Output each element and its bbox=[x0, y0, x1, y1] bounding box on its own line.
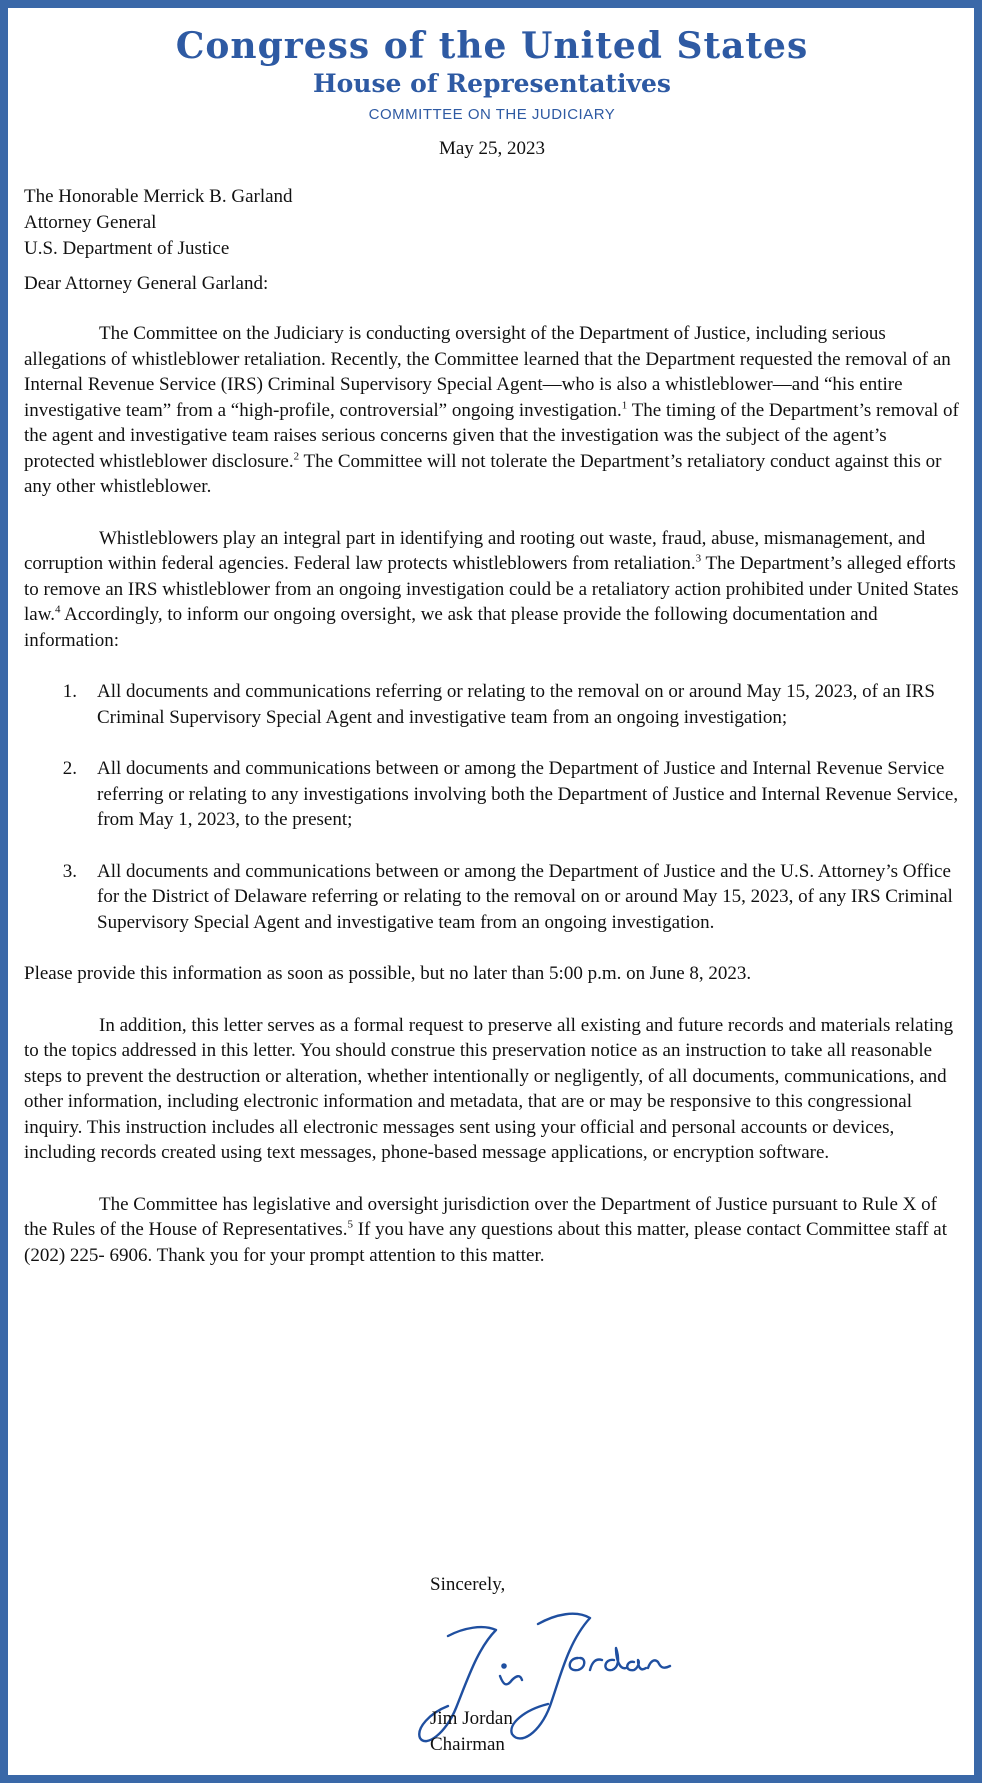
request-item bbox=[24, 756, 960, 833]
request-number: 1. bbox=[62, 681, 77, 702]
salutation: Dear Attorney General Garland: bbox=[24, 273, 269, 294]
recipient-org: U.S. Department of Justice bbox=[24, 238, 230, 259]
request-number: 2. bbox=[62, 758, 77, 779]
footnote-ref-4: 4 bbox=[54, 603, 61, 616]
paragraph-2-text-c: Accordingly, to inform our ongoing oversight, we ask that please provide the following documentation and information: bbox=[24, 604, 878, 651]
paragraph-5-text-a: The Committee has legislative and oversight jurisdiction over the Department of Justice pursuant to Rule X of the Rules of the House of Representatives. bbox=[24, 1193, 937, 1240]
signer-title: Chairman bbox=[430, 1734, 505, 1755]
letterhead-house: House of Representatives bbox=[313, 69, 671, 98]
footnote-ref-1: 1 bbox=[621, 399, 628, 412]
recipient-name: The Honorable Merrick B. Garland bbox=[24, 186, 293, 207]
signer-name: Jim Jordan bbox=[430, 1708, 513, 1729]
paragraph-2 bbox=[24, 526, 960, 654]
paragraph-preservation: In addition, this letter serves as a formal request to preserve all existing and future records and materials relating to the topics addressed in this letter. You should construe this preservation notice as an instruction to take all reasonable steps to prevent the destruction or alteration, whether intentionally or negligently, of all documents, communications, and other information, including electronic information and metadata, that are or may be responsive to this congressional inquiry. This instruction includes all electronic messages sent using your official and personal accounts or devices, including records created using text messages, phone-based message applications, or encryption software. bbox=[24, 1014, 954, 1163]
recipient-title: Attorney General bbox=[24, 212, 157, 233]
letterhead-congress: Congress of the United States bbox=[175, 25, 809, 67]
paragraph-1-text-b: The timing of the Department’s removal of the agent and investigative team raises serious concerns given that the investigation was the subject of the agent’s protected whistleblower disclosure. bbox=[24, 399, 959, 472]
paragraph-jurisdiction bbox=[24, 1192, 960, 1269]
paragraph-2-text-a: Whistleblowers play an integral part in identifying and rooting out waste, fraud, abuse, mismanagement, and corruption within federal agencies. Federal law protects whistleblowers from retaliation. bbox=[24, 527, 926, 574]
closing-block bbox=[408, 1568, 728, 1768]
footnote-ref-3: 3 bbox=[695, 552, 702, 565]
letter-date: May 25, 2023 bbox=[438, 138, 546, 159]
request-text: All documents and communications between or among the Department of Justice and the U.S. Attorney’s Office for the District of Delaware referring or relating to the removal on or around May 15, 2023, of any IRS Criminal Supervisory Special Agent and investigative team from an ongoing investigation. bbox=[97, 860, 953, 933]
document-frame bbox=[8, 8, 974, 1775]
paragraph-5-text-b: If you have any questions about this matter, please contact Committee staff at (202) 225- 6906. Thank you for your prompt attention to this matter. bbox=[24, 1219, 948, 1266]
paragraph-1-text-a: The Committee on the Judiciary is conducting oversight of the Department of Justice, including serious allegations of whistleblower retaliation. Recently, the Committee learned that the Department requested the removal of an Internal Revenue Service (IRS) Criminal Supervisory Special Agent—who is also a whistleblower—and “his entire investigative team” from a “high-profile, controversial” ongoing investigation. bbox=[24, 323, 951, 421]
request-list bbox=[24, 679, 960, 935]
recipient-address bbox=[24, 184, 960, 262]
letterhead-committee: COMMITTEE ON THE JUDICIARY bbox=[368, 106, 616, 123]
request-item bbox=[24, 859, 960, 936]
paragraph-1-text-c: The Committee will not tolerate the Department’s retaliatory conduct against this or any other whistleblower. bbox=[24, 450, 942, 497]
paragraph-1 bbox=[24, 321, 960, 500]
letterhead bbox=[24, 24, 960, 126]
closing-sincerely: Sincerely, bbox=[430, 1574, 506, 1595]
request-text: All documents and communications referring or relating to the removal on or around May 15, 2023, of an IRS Criminal Supervisory Special Agent and investigative team from an ongoing investigation; bbox=[97, 681, 935, 728]
letter-page bbox=[24, 18, 960, 1268]
footnote-ref-2: 2 bbox=[293, 450, 300, 463]
paragraph-2-text-b: The Department’s alleged efforts to remove an IRS whistleblower from an ongoing investigation could be a retaliatory action prohibited under United States law. bbox=[24, 553, 959, 625]
deadline-paragraph: Please provide this information as soon as possible, but no later than 5:00 p.m. on June 8, 2023. bbox=[24, 963, 752, 984]
request-number: 3. bbox=[62, 860, 77, 882]
request-text: All documents and communications between or among the Department of Justice and Internal Revenue Service referring or relating to any investigations involving both the Department of Justice and Internal Revenue Service, from May 1, 2023, to the present; bbox=[97, 758, 959, 830]
footnote-ref-5: 5 bbox=[347, 1218, 353, 1231]
request-item bbox=[24, 679, 960, 730]
